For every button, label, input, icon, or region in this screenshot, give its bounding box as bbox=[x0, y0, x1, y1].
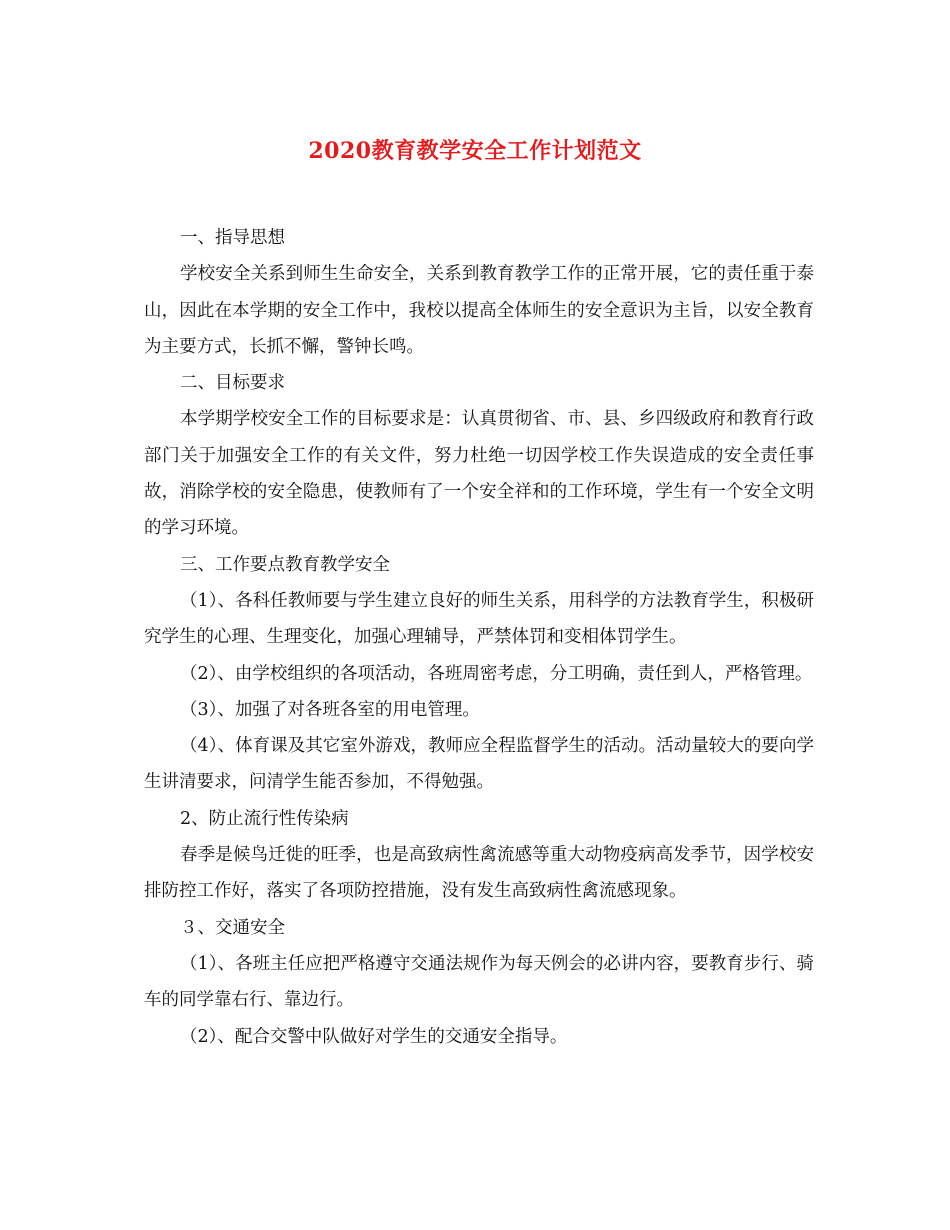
list-item-teaching-1: （1）、各科任教师要与学生建立良好的师生关系，用科学的方法教育学生，积极研究学生的心理、生理变化，加强心理辅导，严禁体罚和变相体罚学生。 bbox=[144, 590, 814, 648]
list-item-teaching-2: （2）、由学校组织的各项活动，各班周密考虑，分工明确，责任到人，严格管理。 bbox=[180, 663, 813, 684]
paragraph-disease: 春季是候鸟迁徙的旺季，也是高致病性禽流感等重大动物疫病高发季节，因学校安排防控工作好，落实了各项防控措施，没有发生高致病性禽流感现象。 bbox=[144, 845, 814, 902]
list-item-traffic-2: （2）、配合交警中队做好对学生的交通安全指导。 bbox=[180, 1026, 568, 1047]
paragraph-goals: 本学期学校安全工作的目标要求是：认真贯彻省、市、县、乡四级政府和教育行政部门关于加强安全工作的有关文件，努力杜绝一切因学校工作失误造成的安全责任事故，消除学校的安全隐患，使教师有了一个安全祥和的工作环境，学生有一个安全文明的学习环境。 bbox=[144, 409, 814, 539]
document-title: 2020教育教学安全工作计划范文 bbox=[308, 138, 642, 164]
subsection-heading-disease: 2、防止流行性传染病 bbox=[180, 808, 349, 829]
subsection-heading-traffic: ３、交通安全 bbox=[180, 917, 285, 938]
section-heading-guiding-ideology: 一、指导思想 bbox=[180, 228, 285, 248]
list-item-teaching-3: （3）、加强了对各班各室的用电管理。 bbox=[180, 699, 480, 720]
paragraph-guiding-ideology: 学校安全关系到师生生命安全，关系到教育教学工作的正常开展，它的责任重于泰山，因此在本学期的安全工作中，我校以提高全体师生的安全意识为主旨，以安全教育为主要方式，长抓不懈，警钟长鸣。 bbox=[144, 264, 814, 357]
list-item-traffic-1: （1）、各班主任应把严格遵守交通法规作为每天例会的必讲内容，要教育步行、骑车的同学靠右行、靠边行。 bbox=[144, 953, 814, 1011]
list-item-teaching-4: （4）、体育课及其它室外游戏，教师应全程监督学生的活动。活动量较大的要向学生讲清要求，问清学生能否参加，不得勉强。 bbox=[144, 736, 814, 793]
document-body bbox=[144, 220, 814, 1055]
section-heading-goals: 二、目标要求 bbox=[180, 373, 285, 394]
section-heading-work-points: 三、工作要点教育教学安全 bbox=[180, 554, 390, 575]
